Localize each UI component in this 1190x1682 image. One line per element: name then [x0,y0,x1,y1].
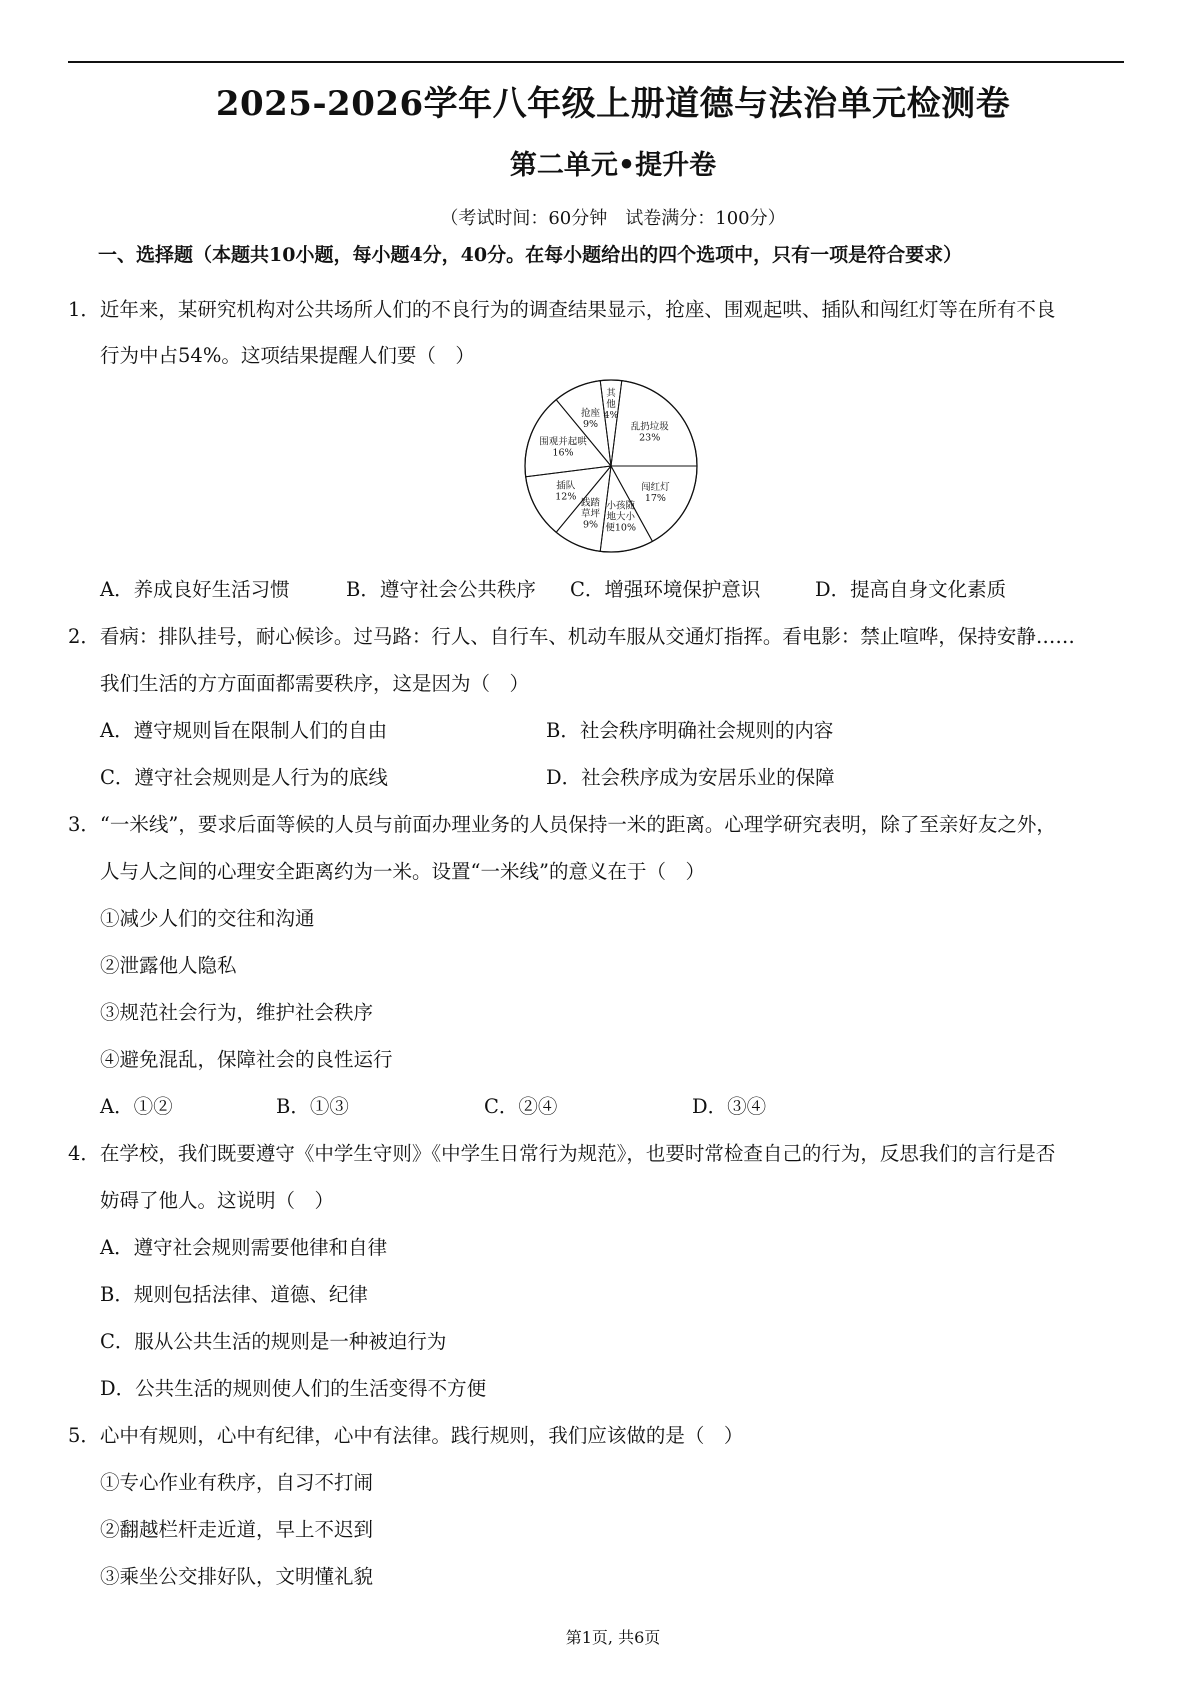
q3-option-b[interactable]: B．①③ [276,1095,349,1118]
pie-slice-label: 小孩随地大小便10% [605,500,637,534]
q3-line2: 人与人之间的心理安全距离约为一米。设置“一米线”的意义在于（ ） [100,860,705,883]
q1-line2: 行为中占54%。这项结果提醒人们要（ ） [100,344,475,367]
q2-option-d[interactable]: D．社会秩序成为安居乐业的保障 [546,766,835,789]
q1-line1: 1．近年来，某研究机构对公共场所人们的不良行为的调查结果显示，抢座、围观起哄、插队和闯红灯等在所有不良 [68,298,1056,321]
q3-item-3: ③规范社会行为，维护社会秩序 [100,1001,374,1024]
page-footer: 第1页, 共6页 [565,1628,661,1647]
pie-slice-label: 乱扔垃圾 23% [630,421,669,444]
q2-line1: 2．看病：排队挂号，耐心候诊。过马路：行人、自行车、机动车服从交通灯指挥。看电影：禁止喧哗，保持安静…… [68,625,1075,648]
q1-option-d[interactable]: D．提高自身文化素质 [815,578,1007,601]
section-heading: 一、选择题（本题共10小题，每小题4分，40分。在每小题给出的四个选项中，只有一项是符合要求） [98,244,963,266]
q1-option-c[interactable]: C．增强环境保护意识 [570,578,761,601]
q4-option-d[interactable]: D．公共生活的规则使人们的生活变得不方便 [100,1377,487,1400]
q1-option-b[interactable]: B．遵守社会公共秩序 [346,578,536,601]
q3-option-c[interactable]: C．②④ [484,1095,558,1118]
header-rule [68,61,1124,63]
page-title: 2025-2026学年八年级上册道德与法治单元检测卷 [215,84,1011,124]
q3-item-2: ②泄露他人隐私 [100,954,237,977]
q4-option-a[interactable]: A．遵守社会规则需要他律和自律 [100,1236,388,1259]
q4-line2: 妨碍了他人。这说明（ ） [100,1189,335,1212]
q4-option-c[interactable]: C．服从公共生活的规则是一种被迫行为 [100,1330,447,1353]
q2-option-b[interactable]: B．社会秩序明确社会规则的内容 [546,719,834,742]
q2-line2: 我们生活的方方面面都需要秩序，这是因为（ ） [100,672,530,695]
pie-slice-label: 抢座 9% [580,408,601,431]
q4-option-b[interactable]: B．规则包括法律、道德、纪律 [100,1283,368,1306]
exam-info: （考试时间：60分钟 试卷满分：100分） [440,208,786,229]
q5-item-1: ①专心作业有秩序，自习不打闹 [100,1471,374,1494]
pie-chart [516,376,706,556]
q3-item-4: ④避免混乱，保障社会的良性运行 [100,1048,393,1071]
q5-item-3: ③乘坐公交排好队，文明懂礼貌 [100,1565,374,1588]
pie-slice-label: 插队 12% [555,480,577,503]
q1-option-a[interactable]: A．养成良好生活习惯 [100,578,290,601]
q3-line1: 3．“一米线”，要求后面等候的人员与前面办理业务的人员保持一米的距离。心理学研究表明，除了至亲好友之外， [68,813,1056,836]
q2-option-a[interactable]: A．遵守规则旨在限制人们的自由 [100,719,388,742]
q3-option-d[interactable]: D．③④ [692,1095,767,1118]
q3-item-1: ①减少人们的交往和沟通 [100,907,315,930]
q2-option-c[interactable]: C．遵守社会规则是人行为的底线 [100,766,388,789]
q5-line1: 5．心中有规则，心中有纪律，心中有法律。践行规则，我们应该做的是（ ） [68,1424,744,1447]
pie-slice-label: 践踏草坪 9% [580,497,601,531]
q4-line1: 4．在学校，我们既要遵守《中学生守则》《中学生日常行为规范》，也要时常检查自己的行为，反思我们的言行是否 [68,1142,1056,1165]
page-subtitle: 第二单元•提升卷 [509,150,717,181]
q5-item-2: ②翻越栏杆走近道，早上不迟到 [100,1518,374,1541]
pie-slice-label: 其他 4% [603,388,619,422]
pie-slice-label: 围观并起哄 16% [539,436,587,459]
pie-slice-label: 闯红灯 17% [641,481,670,504]
q3-option-a[interactable]: A．①② [100,1095,173,1118]
